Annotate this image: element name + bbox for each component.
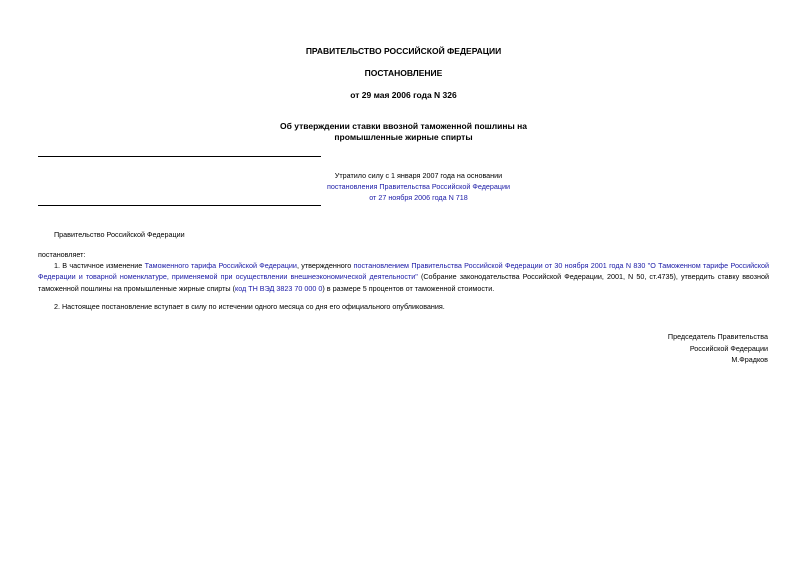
signature-name: М.Фрадков	[731, 355, 768, 364]
status-note	[250, 170, 587, 203]
paragraph-1-mid-1: , утвержденного	[296, 261, 354, 270]
paragraph-2: 2. Настоящее постановление вступает в силу по истечении одного месяца со дня его официального опубликования.	[54, 302, 445, 311]
divider-top	[38, 156, 321, 157]
government-subject: Правительство Российской Федерации	[54, 230, 185, 239]
decides-label: постановляет:	[38, 250, 86, 259]
government-name: ПРАВИТЕЛЬСТВО РОССИЙСКОЙ ФЕДЕРАЦИИ	[305, 46, 502, 56]
document-date-number: от 29 мая 2006 года N 326	[350, 90, 457, 100]
document-type: ПОСТАНОВЛЕНИЕ	[364, 68, 443, 78]
divider-bottom	[38, 205, 321, 206]
signature-country: Российской Федерации	[689, 343, 768, 353]
document-title	[0, 121, 807, 143]
signature-title: Председатель Правительства	[667, 332, 768, 341]
decree-830-link[interactable]: постановлением Правительства Российской Федерации от 30 ноября 2001 года N 830 "О Таможенном тарифе Российской Федерации и товарной номенклатуре, применяемой при осуществлении внешнеэкономической деятельности"	[38, 261, 770, 282]
repeal-decree-link-line-2[interactable]: от 27 ноября 2006 года N 718	[369, 193, 468, 202]
document-title-line-2: промышленные жирные спирты	[334, 132, 473, 142]
document-title-line-1: Об утверждении ставки ввозной таможенной пошлины на	[280, 121, 527, 131]
paragraph-1-prefix: 1. В частичное изменение	[54, 261, 145, 270]
paragraph-1-suffix: ) в размере 5 процентов от таможенной стоимости.	[322, 283, 495, 293]
signature-block	[668, 331, 768, 366]
status-note-text: Утратило силу с 1 января 2007 года на основании	[334, 171, 503, 180]
customs-tariff-link[interactable]: Таможенного тарифа Российской Федерации	[144, 261, 297, 270]
paragraph-1-mid-2: (Собрание законодательства Российской Федерации, 2001, N 50, ст.4735), утвердить ставку ввозной таможенной пошлины на промышленные жирные спирты (	[38, 272, 769, 293]
tn-ved-code-link[interactable]: код ТН ВЭД 3823 70 000 0	[234, 283, 323, 293]
paragraph-1	[38, 260, 769, 294]
repeal-decree-link-line-1[interactable]: постановления Правительства Российской Федерации	[326, 182, 511, 191]
repeal-decree-link[interactable]	[327, 182, 510, 202]
